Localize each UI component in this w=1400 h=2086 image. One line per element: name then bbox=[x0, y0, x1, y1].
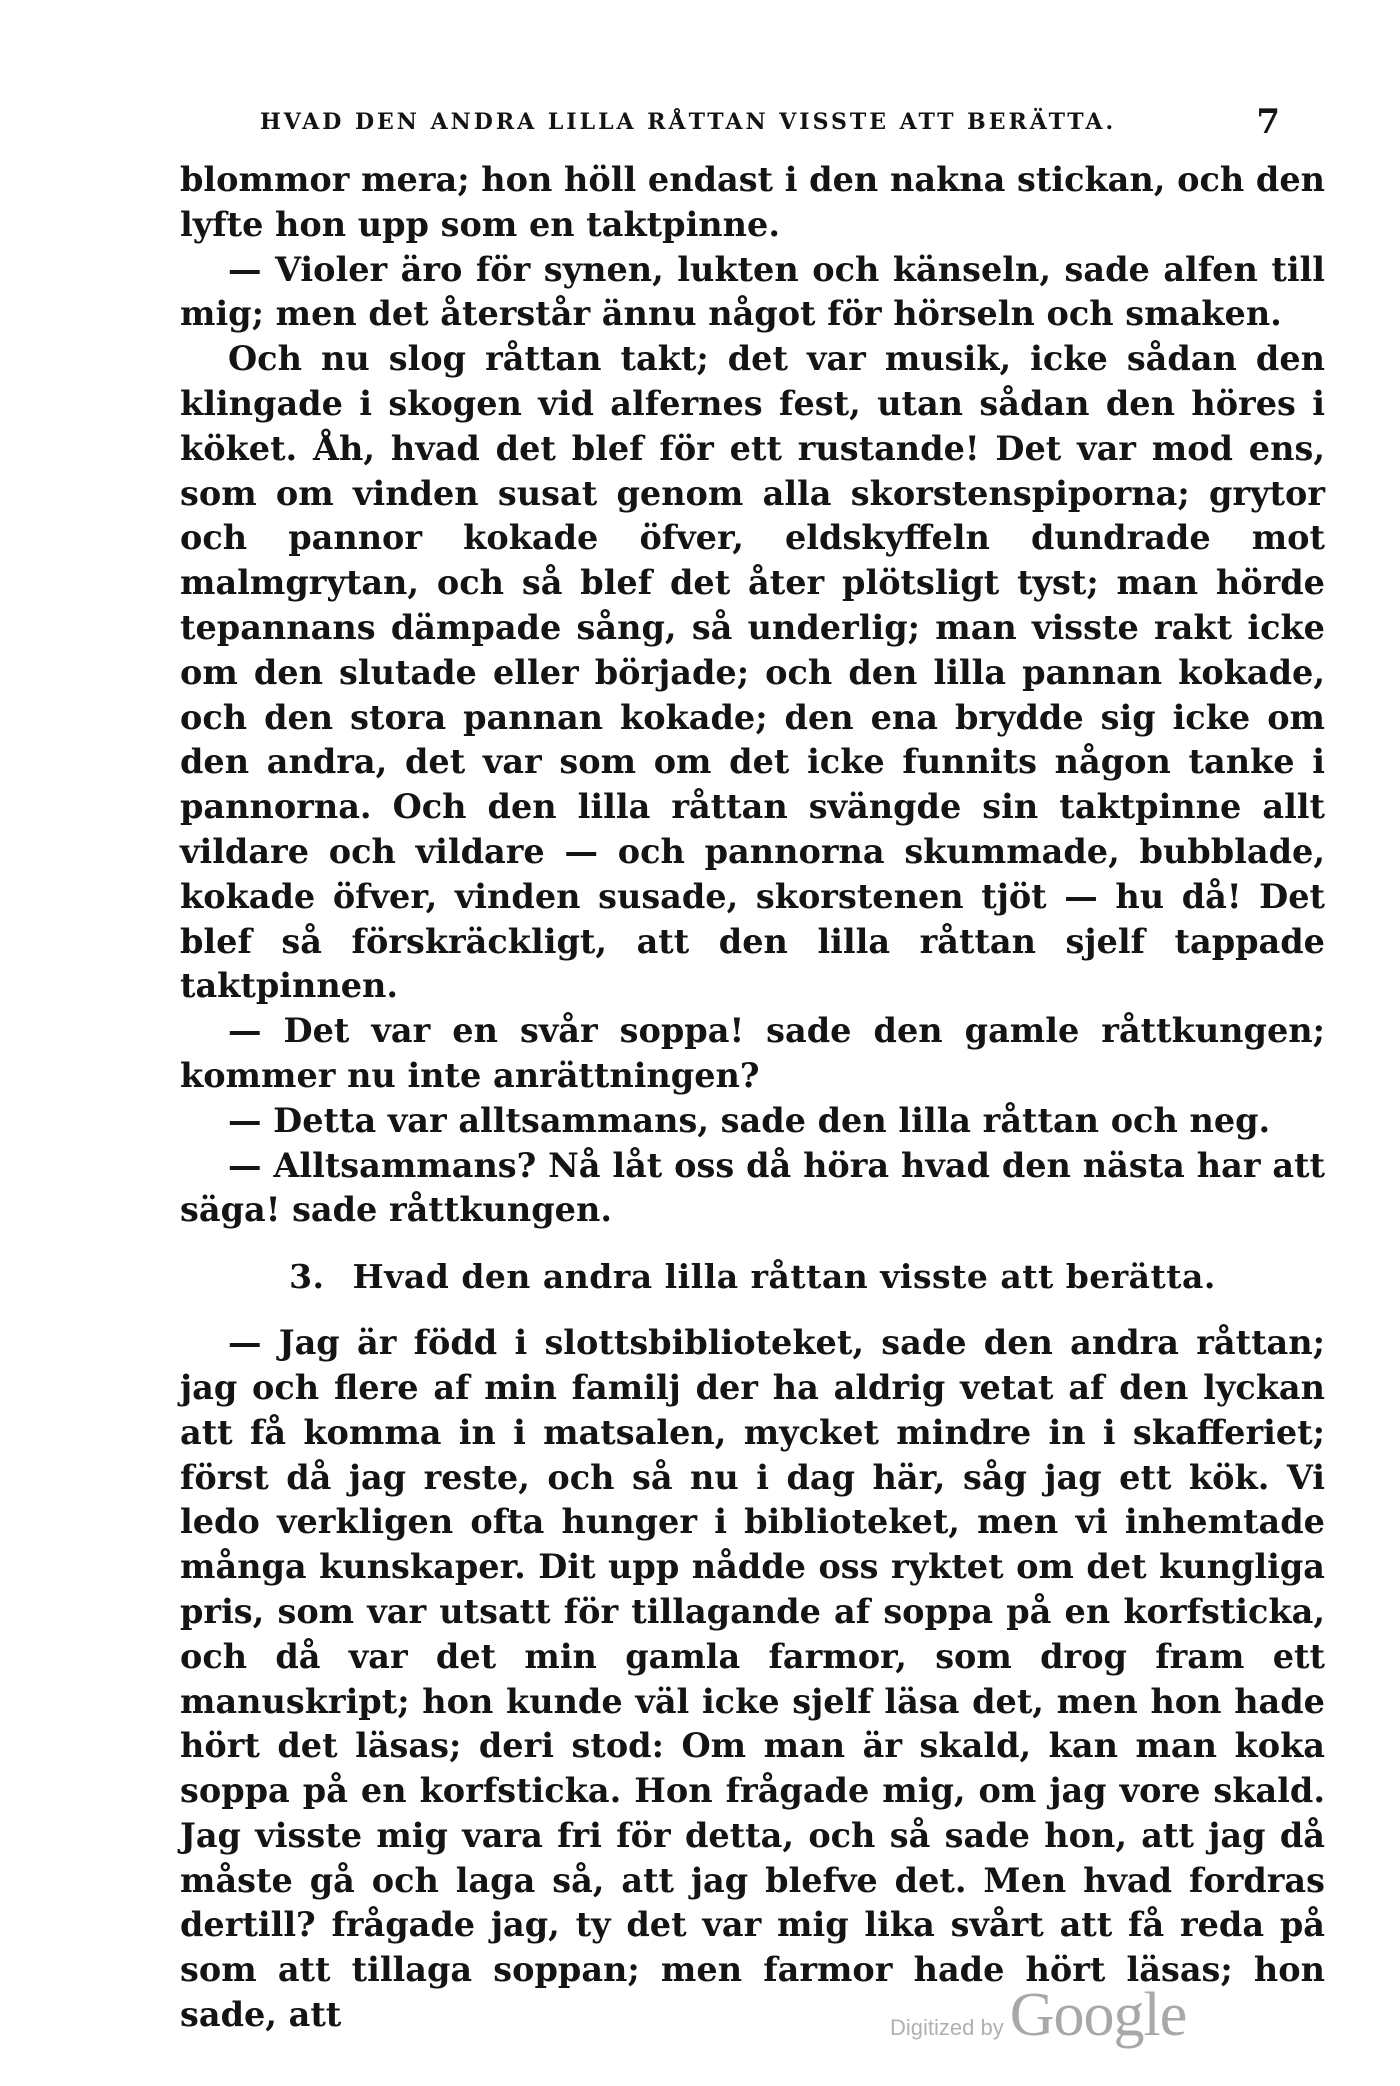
paragraph: — Jag är född i slottsbiblioteket, sade den andra råttan; jag och flere af min familj der ha aldrig vetat af den lyckan att få komma in i matsalen, mycket mindre in i skafferiet; först då jag reste, och så nu i dag här, såg jag ett kök. Vi ledo verkligen ofta hunger i biblioteket, men vi inhemtade många kunskaper. Dit upp nådde oss ryktet om det kungliga pris, som var utsatt för tillagande af soppa på en korfsticka, och då var det min gamla farmor, som drog fram ett manuskript; hon kunde väl icke sjelf läsa det, men hon hade hört det läsas; deri stod: Om man är skald, kan man koka soppa på en korfsticka. Hon frågade mig, om jag vore skald. Jag visste mig vara fri för detta, och så sade hon, att jag då måste gå och laga så, att jag blefve det. Men hvad fordras dertill? frågade jag, ty det var mig lika svårt att få reda på som att tillaga soppan; men farmor hade hört läsas; hon sade, att bbox=[180, 1323, 1325, 2035]
section-number: 3. bbox=[289, 1257, 325, 1297]
page-number: 7 bbox=[1256, 102, 1280, 142]
paragraph: — Det var en svår soppa! sade den gamle råttkungen; kommer nu inte anrättningen? bbox=[180, 1011, 1325, 1095]
digitized-watermark bbox=[890, 1980, 1187, 2049]
body-text bbox=[180, 158, 1325, 2038]
paragraph: — Alltsammans? Nå låt oss då höra hvad den nästa har att säga! sade råttkungen. bbox=[180, 1145, 1325, 1230]
paragraph: — Detta var alltsammans, sade den lilla råttan och neg. bbox=[228, 1100, 1271, 1140]
section-title: Hvad den andra lilla råttan visste att berätta. bbox=[352, 1257, 1216, 1297]
paragraph: — Violer äro för synen, lukten och känseln, sade alfen till mig; men det återstår ännu något för hörseln och smaken. bbox=[180, 249, 1325, 334]
section-heading bbox=[180, 1255, 1325, 1299]
paragraph: Och nu slog råttan takt; det var musik, icke sådan den klingade i skogen vid alfernes fest, utan sådan den höres i köket. Åh, hvad det blef för ett rustande! Det var mod ens, som om vinden susat genom alla skorstenspiporna; grytor och pannor kokade öfver, eldskyffeln dundrade mot malmgrytan, och så blef det åter plötsligt tyst; man hörde tepannans dämpade sång, så underlig; man visste rakt icke om den slutade eller började; och den lilla pannan kokade, och den stora pannan kokade; den ena brydde sig icke om den andra, det var som om det icke funnits någon tanke i pannorna. Och den lilla råttan svängde sin taktpinne allt vildare och vildare — och pannorna skummade, bubblade, kokade öfver, vinden susade, skorstenen tjöt — hu då! Det blef så förskräckligt, att den lilla råttan sjelf tappade taktpinnen. bbox=[180, 339, 1325, 1006]
watermark-prefix: Digitized by bbox=[890, 2015, 1004, 2040]
running-head-title: HVAD DEN ANDRA LILLA RÅTTAN VISSTE ATT BERÄTTA. bbox=[260, 109, 1117, 135]
running-head bbox=[260, 100, 1280, 144]
google-logo: Google bbox=[1009, 1981, 1187, 2049]
paragraph: blommor mera; hon höll endast i den nakna stickan, och den lyfte hon upp som en taktpinne. bbox=[180, 160, 1325, 244]
